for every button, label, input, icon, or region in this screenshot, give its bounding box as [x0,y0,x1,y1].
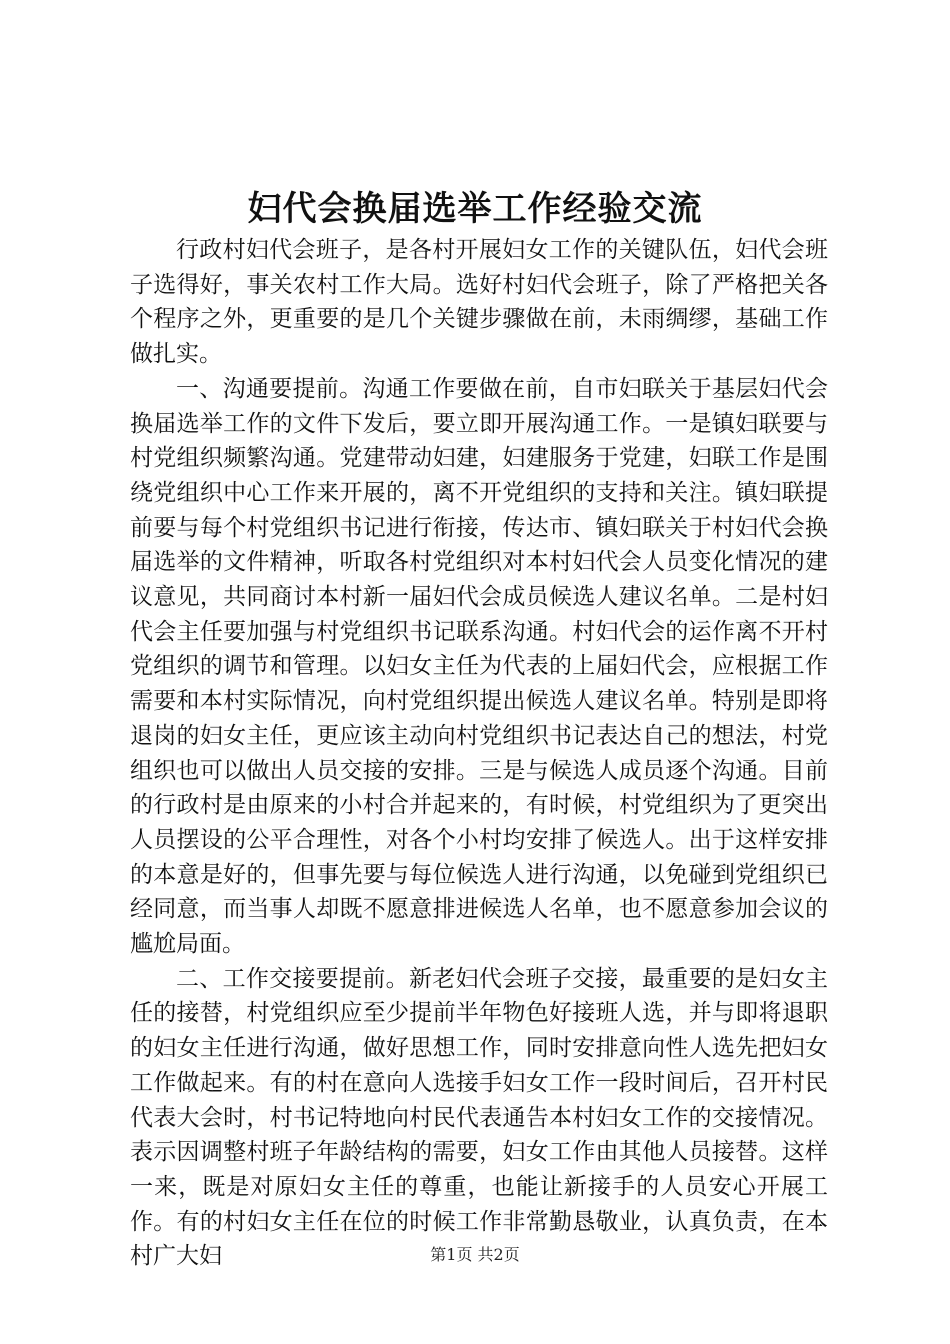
paragraph-intro: 行政村妇代会班子，是各村开展妇女工作的关键队伍，妇代会班子选得好，事关农村工作大局。选好村妇代会班子，除了严格把关各个程序之外，更重要的是几个关键步骤做在前，未雨绸缪，基础工作做扎实。 [130,237,828,368]
page-title: 妇代会换届选举工作经验交流 [247,189,703,229]
paragraph-communication: 一、沟通要提前。沟通工作要做在前，自市妇联关于基层妇代会换届选举工作的文件下发后，要立即开展沟通工作。一是镇妇联要与村党组织频繁沟通。党建带动妇建，妇建服务于党建，妇联工作是围绕党组织中心工作来开展的，离不开党组织的支持和关注。镇妇联提前要与每个村党组织书记进行衔接，传达市、镇妇联关于村妇代会换届选举的文件精神，听取各村党组织对本村妇代会人员变化情况的建议意见，共同商讨本村新一届妇代会成员候选人建议名单。二是村妇代会主任要加强与村党组织书记联系沟通。村妇代会的运作离不开村党组织的调节和管理。以妇女主任为代表的上届妇代会，应根据工作需要和本村实际情况，向村党组织提出候选人建议名单。特别是即将退岗的妇女主任，更应该主动向村党组织书记表达自己的想法，村党组织也可以做出人员交接的安排。三是与候选人成员逐个沟通。目前的行政村是由原来的小村合并起来的，有时候，村党组织为了更突出人员摆设的公平合理性，对各个小村均安排了候选人。出于这样安排的本意是好的，但事先要与每位候选人进行沟通，以免碰到党组织已经同意，而当事人却既不愿意排进候选人名单，也不愿意参加会议的尴尬局面。 [130,375,828,958]
page-footer: 第1页 共2页 [430,1245,520,1264]
document-body [130,233,828,1274]
paragraph-handover: 二、工作交接要提前。新老妇代会班子交接，最重要的是妇女主任的接替，村党组织应至少提前半年物色好接班人选，并与即将退职的妇女主任进行沟通，做好思想工作，同时安排意向性人选先把妇女工作做起来。有的村在意向人选接手妇女工作一段时间后，召开村民代表大会时，村书记特地向村民代表通告本村妇女工作的交接情况。表示因调整村班子年龄结构的需要，妇女工作由其他人员接替。这样一来，既是对原妇女主任的尊重，也能让新接手的人员安心开展工作。有的村妇女主任在位的时候工作非常勤恳敬业，认真负责，在本村广大妇 [130,965,828,1270]
